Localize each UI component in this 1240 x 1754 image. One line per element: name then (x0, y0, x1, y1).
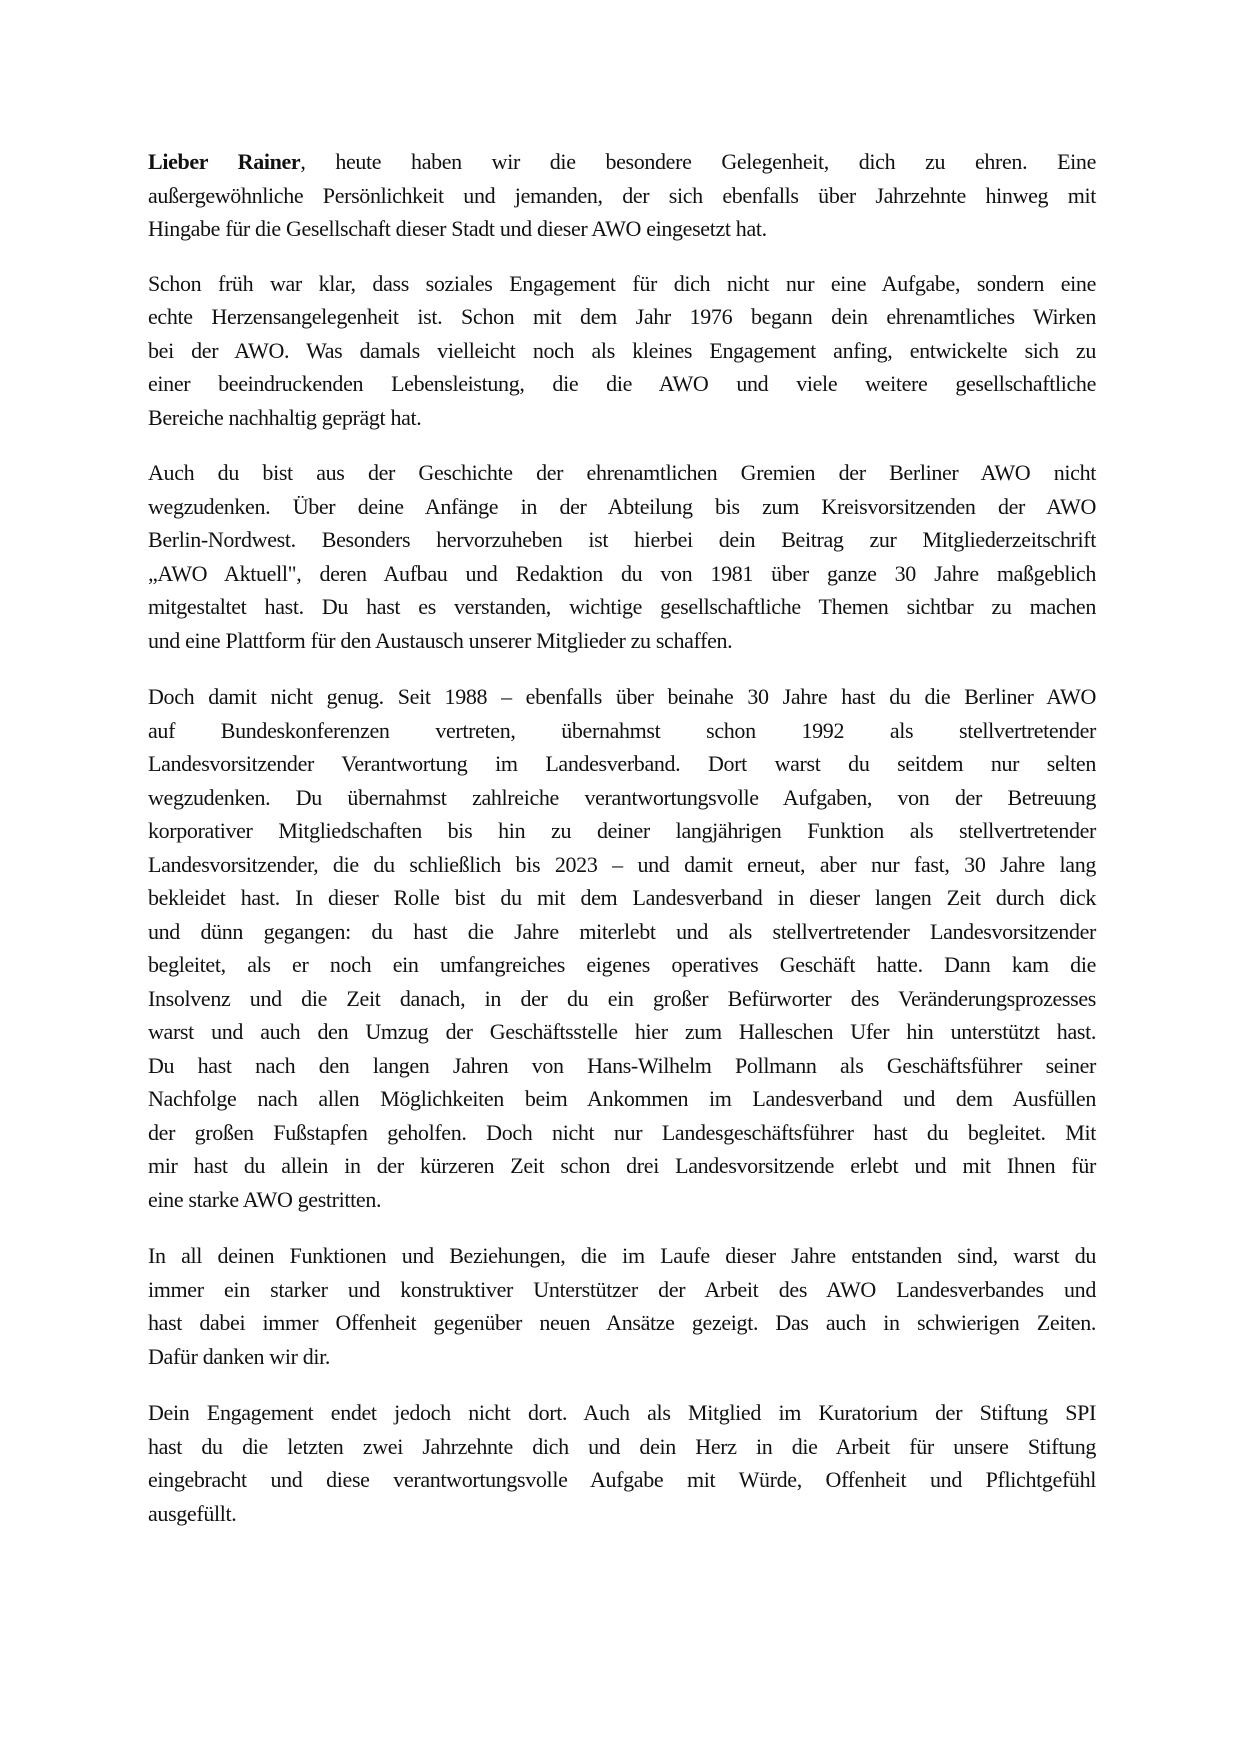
paragraph-awo-aktuell (148, 456, 1096, 657)
text-line: Bereiche nachhaltig geprägt hat. (148, 404, 422, 430)
text-line: Dein Engagement endet jedoch nicht dort. Auch als Mitglied im Kuratorium der Stiftung SPI (148, 1400, 1096, 1425)
text-line: korporativer Mitgliedschaften bis hin zu deiner langjährigen Funktion als stellvertretender (148, 818, 1096, 843)
text-line: Schon früh war klar, dass soziales Engagement für dich nicht nur eine Aufgabe, sondern eine (148, 270, 1096, 296)
text-line: Nachfolge nach allen Möglichkeiten beim Ankommen im Landesverband und dem Ausfüllen (148, 1086, 1096, 1111)
text-line: warst und auch den Umzug der Geschäftsstelle hier zum Halleschen Ufer hin unterstützt hast. (148, 1019, 1096, 1044)
text-line: außergewöhnliche Persönlichkeit und jemanden, der sich ebenfalls über Jahrzehnte hinweg mit (148, 182, 1096, 208)
text-line: der großen Fußstapfen geholfen. Doch nicht nur Landesgeschäftsführer hast du begleitet. Mit (148, 1119, 1096, 1145)
paragraph-early-engagement (148, 267, 1096, 435)
text-line: eine starke AWO gestritten. (148, 1186, 382, 1212)
paragraph-stiftung-spi (148, 1396, 1096, 1530)
text-line: mir hast du allein in der kürzeren Zeit schon drei Landesvorsitzende erlebt und mit Ihnen für (148, 1153, 1096, 1178)
paragraph-landesverband (148, 680, 1096, 1216)
text-line: eingebracht und diese verantwortungsvolle Aufgabe mit Würde, Offenheit und Pflichtgefühl (148, 1467, 1096, 1492)
greeting-text: , heute haben wir die besondere Gelegenheit, dich zu ehren. Eine (300, 149, 1096, 174)
text-line: auf Bundeskonferenzen vertreten, übernahmst schon 1992 als stellvertretender (148, 717, 1096, 743)
text-line: Insolvenz und die Zeit danach, in der du ein großer Befürworter des Veränderungsprozesses (148, 985, 1096, 1011)
text-line: wegzudenken. Über deine Anfänge in der Abteilung bis zum Kreisvorsitzenden der AWO (148, 493, 1096, 519)
text-line: ausgefüllt. (148, 1500, 237, 1526)
text-line: mitgestaltet hast. Du hast es verstanden, wichtige gesellschaftliche Themen sichtbar zu machen (148, 594, 1096, 619)
text-line: In all deinen Funktionen und Beziehungen, die im Laufe dieser Jahre entstanden sind, warst du (148, 1243, 1096, 1268)
paragraph-thanks (148, 1239, 1096, 1373)
text-line: begleitet, als er noch ein umfangreiches eigenes operatives Geschäft hatte. Dann kam die (148, 952, 1096, 977)
text-line: „AWO Aktuell", deren Aufbau und Redaktion du von 1981 über ganze 30 Jahre maßgeblich (148, 560, 1096, 586)
text-line: einer beeindruckenden Lebensleistung, die die AWO und viele weitere gesellschaftliche (148, 371, 1096, 396)
document-page (148, 145, 1096, 1552)
text-line: Hingabe für die Gesellschaft dieser Stadt und dieser AWO eingesetzt hat. (148, 216, 767, 241)
text-line: hast du die letzten zwei Jahrzehnte dich und dein Herz in die Arbeit für unsere Stiftung (148, 1433, 1096, 1459)
text-line: Du hast nach den langen Jahren von Hans-Wilhelm Pollmann als Geschäftsführer seiner (148, 1052, 1096, 1078)
text-line: Doch damit nicht genug. Seit 1988 – ebenfalls über beinahe 30 Jahre hast du die Berliner AWO (148, 684, 1096, 709)
paragraph-greeting (148, 145, 1096, 246)
text-line: Landesvorsitzender, die du schließlich bis 2023 – und damit erneut, aber nur fast, 30 Jahre lang (148, 851, 1096, 877)
text-line: Landesvorsitzender Verantwortung im Landesverband. Dort warst du seitdem nur selten (148, 751, 1096, 776)
text-line: Berlin-Nordwest. Besonders hervorzuheben ist hierbei dein Beitrag zur Mitgliederzeitschrift (148, 527, 1096, 552)
text-line: wegzudenken. Du übernahmst zahlreiche verantwortungsvolle Aufgaben, von der Betreuung (148, 784, 1096, 810)
text-line: hast dabei immer Offenheit gegenüber neuen Ansätze gezeigt. Das auch in schwierigen Zeiten. (148, 1310, 1096, 1335)
text-line: und dünn gegangen: du hast die Jahre miterlebt und als stellvertretender Landesvorsitzender (148, 918, 1096, 944)
text-line: Dafür danken wir dir. (148, 1343, 331, 1369)
greeting-name: Lieber Rainer (148, 149, 301, 174)
text-line: echte Herzensangelegenheit ist. Schon mit dem Jahr 1976 begann dein ehrenamtliches Wirken (148, 304, 1096, 329)
text-line: Auch du bist aus der Geschichte der ehrenamtlichen Gremien der Berliner AWO nicht (148, 460, 1096, 485)
text-line: immer ein starker und konstruktiver Unterstützer der Arbeit des AWO Landesverbandes und (148, 1276, 1096, 1302)
text-line: bei der AWO. Was damals vielleicht noch als kleines Engagement anfing, entwickelte sich zu (148, 337, 1096, 363)
text-line: und eine Plattform für den Austausch unserer Mitglieder zu schaffen. (148, 627, 733, 653)
text-line (148, 145, 1096, 179)
text-line: bekleidet hast. In dieser Rolle bist du mit dem Landesverband in dieser langen Zeit durch dick (148, 885, 1096, 910)
